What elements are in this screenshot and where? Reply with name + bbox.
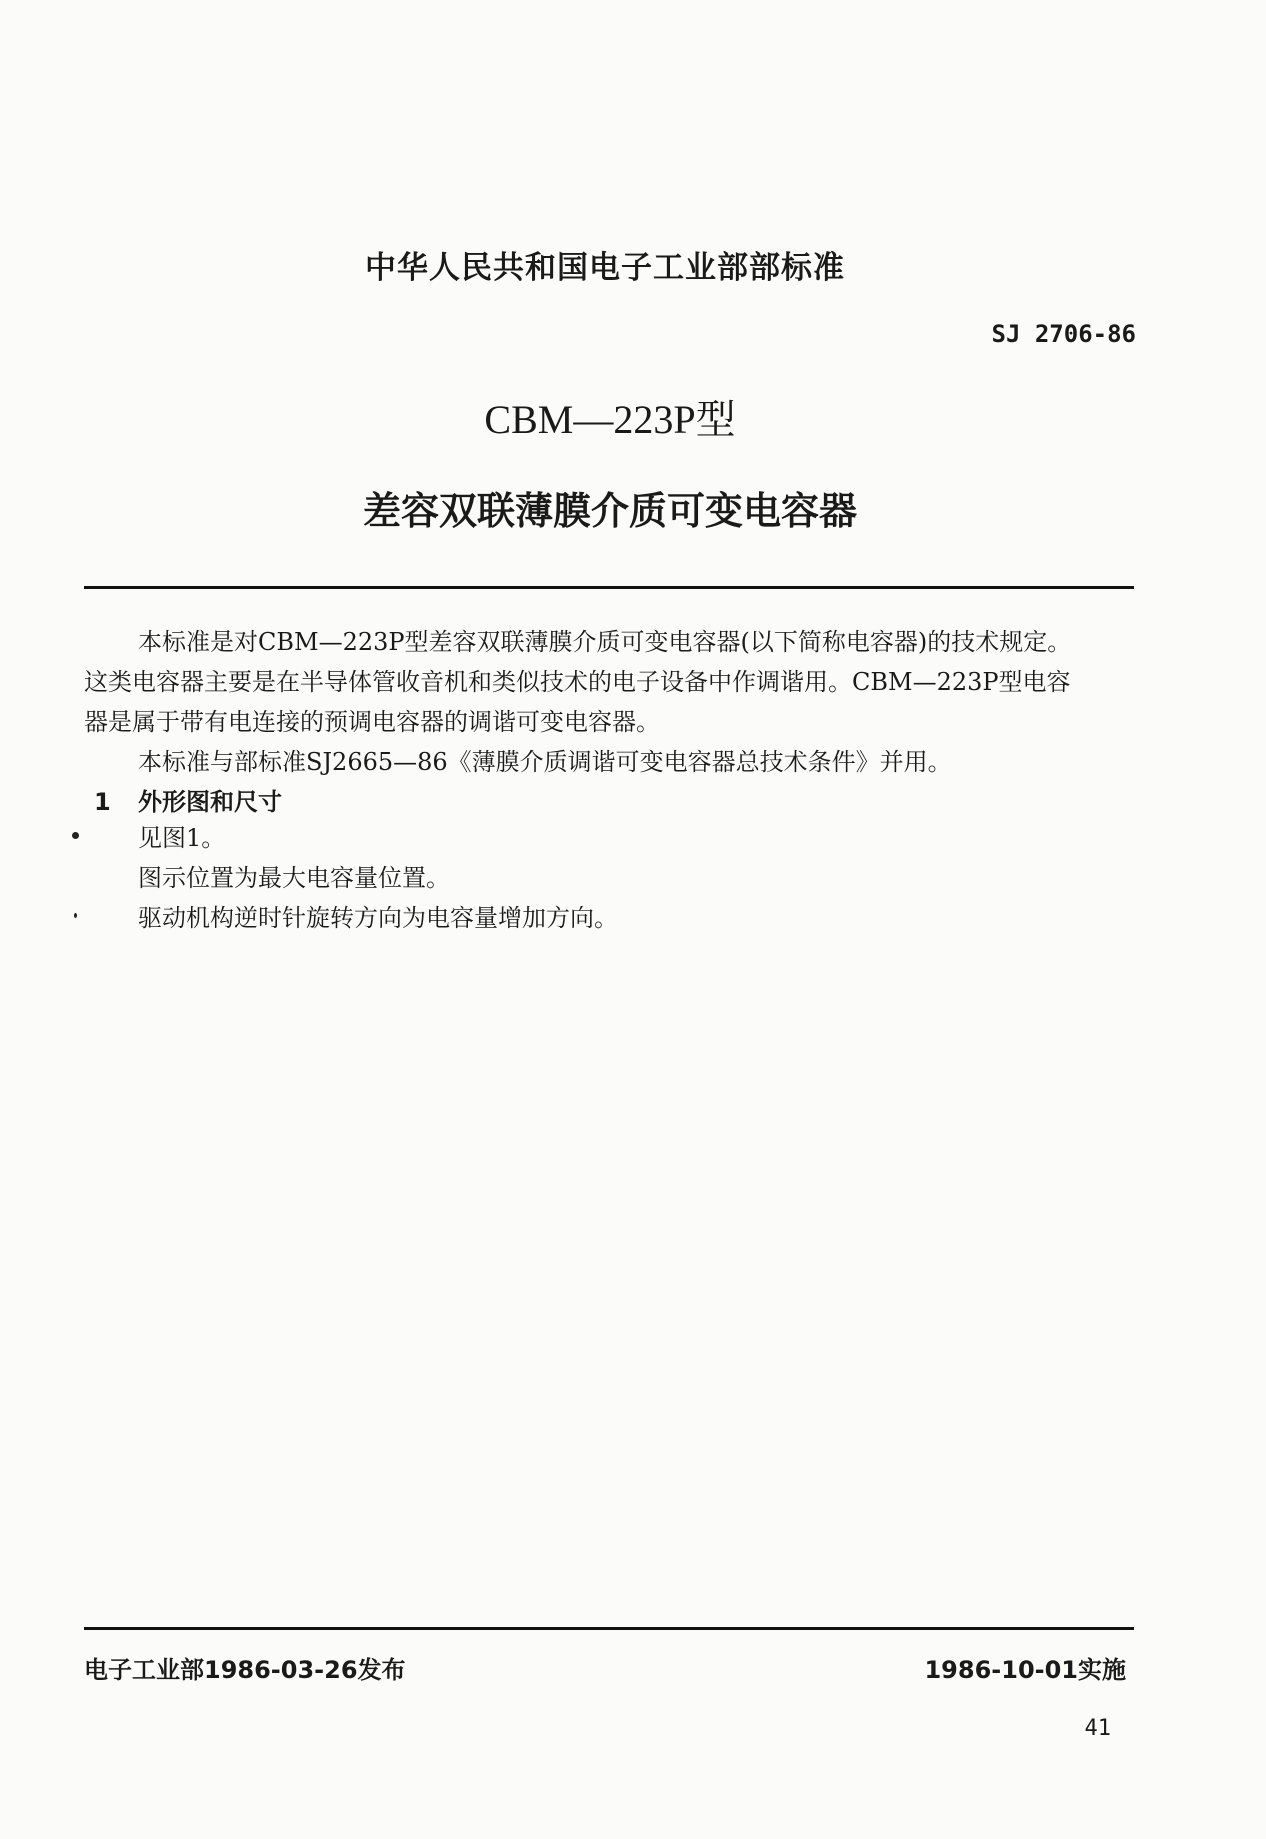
- section-1-body: [138, 818, 618, 938]
- issue-date: 电子工业部1986-03-26发布: [84, 1656, 406, 1684]
- section-title: 外形图和尺寸: [138, 788, 282, 816]
- intro-paragraph-1-line-3: 器是属于带有电连接的预调电容器的调谐可变电容器。: [84, 708, 660, 736]
- section-1-line-2: 图示位置为最大电容量位置。: [138, 864, 450, 892]
- scan-speck: [72, 832, 79, 839]
- intro-text: [84, 622, 1134, 782]
- document-title-name: 差容双联薄膜介质可变电容器: [362, 489, 857, 533]
- document-title-model: CBM—223P型: [484, 397, 736, 442]
- effective-date: 1986-10-01实施: [924, 1656, 1126, 1684]
- intro-paragraph-1-line-2: 这类电容器主要是在半导体管收音机和类似技术的电子设备中作调谐用。CBM—223P型电容: [84, 668, 1071, 696]
- issuing-organization-heading: 中华人民共和国电子工业部部标准: [365, 250, 845, 286]
- standard-number: SJ 2706-86: [991, 320, 1136, 348]
- title-divider: [84, 586, 1134, 589]
- section-1-line-3: 驱动机构逆时针旋转方向为电容量增加方向。: [138, 904, 618, 932]
- section-1-heading: [94, 782, 282, 817]
- section-1-line-1: 见图1。: [138, 824, 226, 852]
- footer-divider: [84, 1627, 1134, 1630]
- scan-speck: [74, 913, 77, 918]
- page-number: 41: [1084, 1716, 1111, 1741]
- section-number: 1: [94, 788, 111, 816]
- intro-paragraph-2: 本标准与部标准SJ2665—86《薄膜介质调谐可变电容器总技术条件》并用。: [138, 748, 952, 776]
- intro-paragraph-1-line-1: 本标准是对CBM—223P型差容双联薄膜介质可变电容器(以下简称电容器)的技术规定。: [138, 628, 1072, 656]
